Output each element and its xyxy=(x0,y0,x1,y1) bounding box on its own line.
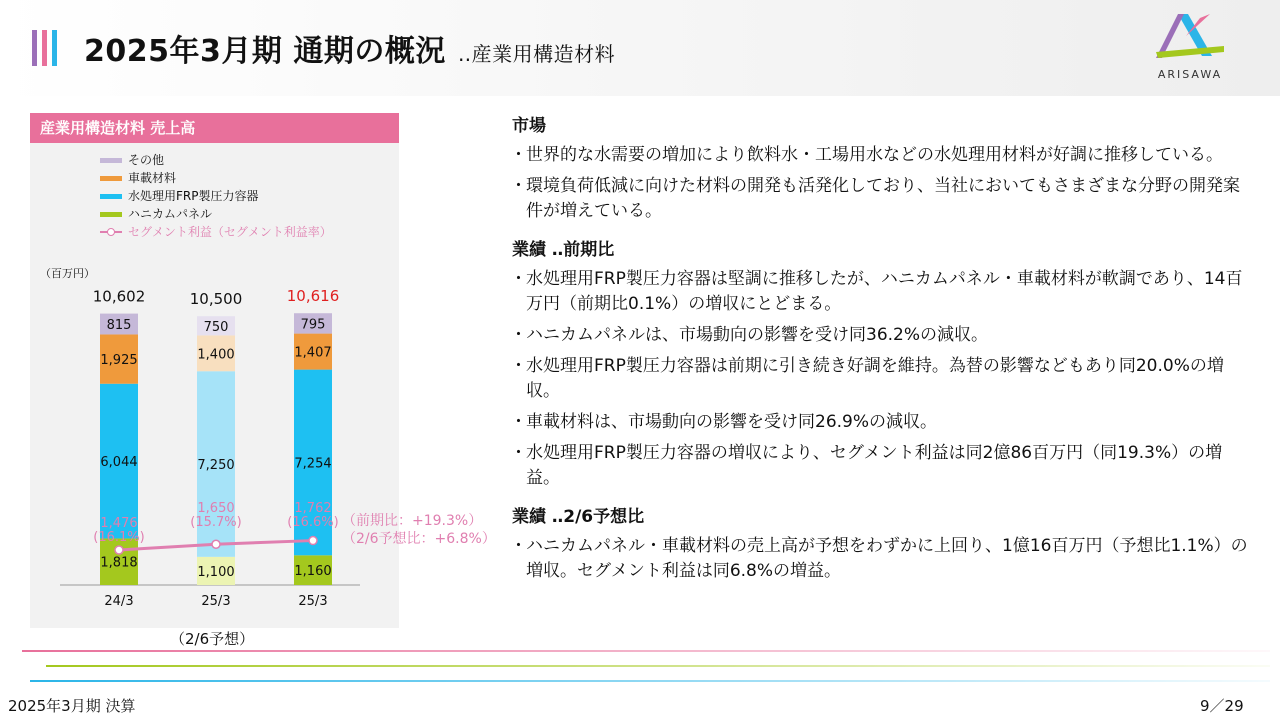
market-item: ・ 環境負荷低減に向けた材料の開発も活発化しており、当社においてもさまざまな分野の開発案件が増えている。 xyxy=(512,174,1252,224)
x-tick-label: 24/3 xyxy=(104,594,134,609)
forecast-item: ・ ハニカムパネル・車載材料の売上高が予想をわずかに上回り、1億16百万円（予想比1.1%）の増収。セグメント利益は同6.8%の増益。 xyxy=(512,534,1252,584)
bar-total-label: 10,602 xyxy=(92,287,146,306)
legend-label: その他 xyxy=(128,153,165,167)
logo-text: ARISAWA xyxy=(1157,68,1223,81)
segment-profit-value-label: 1,762 xyxy=(294,501,332,516)
chart-panel-title: 産業用構造材料 売上高 xyxy=(30,113,399,143)
bar-total-label: 10,500 xyxy=(189,290,243,309)
page-title-text: 2025年3月期 通期の概況 xyxy=(84,34,446,69)
page-subtitle: ‥産業用構造材料 xyxy=(457,42,616,66)
x-tick-label: 25/3 xyxy=(201,594,231,609)
yoy-item: ・ 水処理用FRP製圧力容器は前期に引き続き好調を維持。為替の影響などもあり同20.0%の増収。 xyxy=(512,354,1252,404)
bar-value-label: 6,044 xyxy=(100,455,138,471)
legend-label: 車載材料 xyxy=(128,171,177,185)
bar-value-label: 7,254 xyxy=(294,456,332,472)
bar-value-label: 1,100 xyxy=(197,564,235,580)
legend-label: ハニカムパネル xyxy=(128,207,213,221)
bar-value-label: 1,925 xyxy=(100,353,138,369)
market-heading: 市場 xyxy=(512,116,546,136)
change-annotation: （前期比：+19.3%） xyxy=(342,513,483,529)
bar-value-label: 1,400 xyxy=(197,347,235,363)
bar-value-label: 1,818 xyxy=(100,555,138,571)
bar-value-label: 1,407 xyxy=(294,345,332,361)
bar-value-label: 750 xyxy=(203,319,229,335)
segment-profit-rate-label: (15.7%) xyxy=(190,515,242,530)
segment-profit-rate-label: (16.1%) xyxy=(93,530,145,545)
forecast-heading: 業績 ‥2/6予想比 xyxy=(512,507,645,527)
segment-profit-value-label: 1,476 xyxy=(100,516,138,531)
yoy-item: ・ 水処理用FRP製圧力容器の増収により、セグメント利益は同2億86百万円（同19.3%）の増益。 xyxy=(512,441,1252,491)
legend-label: セグメント利益（セグメント利益率） xyxy=(128,225,332,239)
yoy-item: ・ 水処理用FRP製圧力容器は堅調に推移したが、ハニカムパネル・車載材料が軟調であり、14百万円（前期比0.1%）の増収にとどまる。 xyxy=(512,267,1252,317)
yoy-item: ・ ハニカムパネルは、市場動向の影響を受け同36.2%の減収。 xyxy=(512,323,1252,348)
bar-value-label: 795 xyxy=(300,317,326,333)
market-item: ・ 世界的な水需要の増加により飲料水・工場用水などの水処理用材料が好調に推移している。 xyxy=(512,143,1252,168)
change-annotation: （2/6予想比：+6.8%） xyxy=(342,531,496,547)
bar-value-label: 1,160 xyxy=(294,564,332,580)
deco-line-blue xyxy=(30,680,1270,682)
segment-profit-rate-label: (16.6%) xyxy=(287,515,339,530)
bar-value-label: 815 xyxy=(106,318,132,334)
bar-total-label: 10,616 xyxy=(286,287,340,306)
segment-profit-value-label: 1,650 xyxy=(197,501,235,516)
footer-label: 2025年3月期 決算 xyxy=(8,697,136,715)
page-number: 9／29 xyxy=(1200,697,1244,715)
yoy-heading: 業績 ‥前期比 xyxy=(512,240,615,260)
deco-line-pink xyxy=(22,650,1270,652)
x-tick-label: 25/3 xyxy=(298,594,328,609)
legend-label: 水処理用FRP製圧力容器 xyxy=(128,189,259,203)
forecast-note: （2/6予想） xyxy=(170,630,255,648)
yoy-item: ・ 車載材料は、市場動向の影響を受け同26.9%の減収。 xyxy=(512,410,1252,435)
deco-line-green xyxy=(46,665,1270,667)
chart-unit: （百万円） xyxy=(40,267,95,280)
bar-value-label: 7,250 xyxy=(197,458,235,474)
